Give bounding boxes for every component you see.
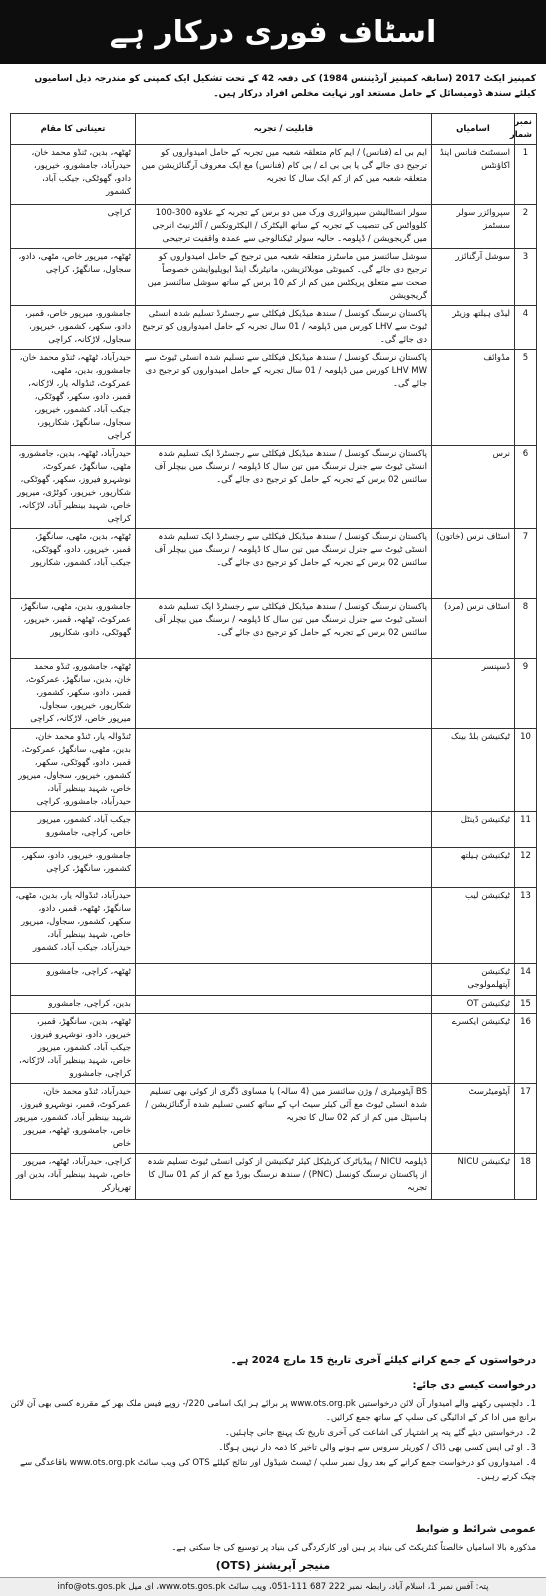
cell-post: اسٹاف نرس (مرد): [432, 599, 515, 659]
cell-number: 17: [515, 1084, 537, 1154]
cell-post: لیڈی ہیلتھ وزیٹر: [432, 306, 515, 350]
deadline-notice: درخواستوں کے جمع کرانے کیلئے آخری تاریخ 15 مارچ 2024 ہے۔: [230, 1355, 536, 1366]
cell-qualification: ڈپلومہ NICU / پیڈیاٹرک کریٹیکل کیئر ٹیکنیشن از کوئی انسٹی ٹیوٹ تسلیم شدہ از پاکستان نرسنگ کونسل (PNC) / سندھ نرسنگ بورڈ مع کم از کم 01 سال کا تجربہ: [136, 1154, 432, 1200]
header-location: تعیناتی کا مقام: [11, 114, 136, 145]
cell-post: ٹیکنیشن OT: [432, 996, 515, 1014]
cell-post: آپٹومیٹرسٹ: [432, 1084, 515, 1154]
table-row: [11, 599, 537, 659]
vacancies-table: [10, 113, 537, 1200]
table-header-row: [11, 114, 537, 145]
table-row: [11, 729, 537, 812]
cell-location: ٹھٹھہ، جامشورو، ٹنڈو محمد خان، بدین، سانگھڑ، عمرکوٹ، قمبر، دادو، سکھر، کشمور، شکارپور، خیرپور، سجاول، میرپور خاص، لاڑکانہ، کراچی: [11, 659, 136, 729]
cell-qualification: پاکستان نرسنگ کونسل / سندھ میڈیکل فیکلٹی سے رجسٹرڈ تسلیم شدہ انسٹی ٹیوٹ سے LHV کورس میں ڈپلومہ / 01 سال تجربہ کے حامل امیدواروں کو ترجیح دی جائے گی۔: [136, 306, 432, 350]
step-item: 1۔ دلچسپی رکھنے والے امیدوار آن لائن درخواستیں www.ots.org.pk پر برائے ہر ایک اسامی 220/- روپے فیس ملک بھر کے مقررہ کسی بھی آن لائن برانچ میں ادا کر کے ادائیگی کی سلپ کے ساتھ جمع کرائیں۔: [10, 1399, 536, 1423]
header-post: اسامیاں: [432, 114, 515, 145]
cell-qualification: BS آپٹومیٹری / وژن سائنسز میں (4 سالہ) یا مساوی ڈگری از کوئی بھی تسلیم شدہ انسٹی ٹیوٹ مع آئی کیئر سیٹ اپ کے ساتھ کسی تسلیم شدہ آرگنائزیشن / ہاسپٹل میں کم از کم 02 سال کا تجربہ: [136, 1084, 432, 1154]
cell-post: ٹیکنیشن ایکسرے: [432, 1014, 515, 1084]
cell-post: ٹیکنیشن لیب: [432, 888, 515, 964]
table-row: [11, 205, 537, 249]
cell-qualification: پاکستان نرسنگ کونسل / سندھ میڈیکل فیکلٹی سے تسلیم شدہ انسٹی ٹیوٹ سے LHV MW کورس میں ڈپلومہ / 01 سال تجربہ کے حامل امیدواروں کو ترجیح دی جائے گی۔: [136, 350, 432, 446]
cell-number: 3: [515, 249, 537, 306]
cell-number: 11: [515, 812, 537, 848]
table-row: [11, 306, 537, 350]
table-row: [11, 1084, 537, 1154]
header-number: نمبر شمار: [515, 114, 537, 145]
footer-contact: پتہ: آفس نمبر 1، اسلام آباد، رابطہ نمبر 222 687 111-051، ویب سائٹ www.ots.gos.pk، ای میل info@ots.gos.pk: [0, 1577, 546, 1596]
cell-number: 14: [515, 964, 537, 996]
step-item: 4۔ امیدواروں کو درخواست جمع کرانے کے بعد رول نمبر سلپ / ٹیسٹ شیڈول اور نتائج کیلئے OTS کی ویب سائٹ www.ots.org.pk باقاعدگی سے چیک کرتے رہیں۔: [19, 1458, 536, 1482]
cell-location: جیکب آباد، کشمور، میرپور خاص، کراچی، جامشورو: [11, 812, 136, 848]
cell-qualification: [136, 812, 432, 848]
table-row: [11, 446, 537, 529]
cell-location: ٹھٹھہ، بدین، مٹھی، سانگھڑ، قمبر، خیرپور، دادو، گھوٹکی، جیکب آباد، کشمور، شکارپور: [11, 529, 136, 599]
cell-number: 6: [515, 446, 537, 529]
table-row: [11, 848, 537, 888]
how-to-apply-heading: درخواست کیسے دی جائے:: [412, 1380, 536, 1391]
how-to-apply-steps: [10, 1397, 536, 1485]
table-row: [11, 529, 537, 599]
cell-qualification: [136, 964, 432, 996]
cell-post: سپروائزر سولر سسٹمز: [432, 205, 515, 249]
cell-number: 5: [515, 350, 537, 446]
cell-qualification: [136, 888, 432, 964]
cell-number: 15: [515, 996, 537, 1014]
cell-qualification: [136, 996, 432, 1014]
table-row: [11, 350, 537, 446]
cell-location: جامشورو، بدین، مٹھی، سانگھڑ، عمرکوٹ، ٹھٹھہ، قمبر، خیرپور، گھوٹکی، دادو، شکارپور: [11, 599, 136, 659]
page-title: اسٹاف فوری درکار ہے: [109, 14, 437, 50]
cell-qualification: پاکستان نرسنگ کونسل / سندھ میڈیکل فیکلٹی سے رجسٹرڈ ایک تسلیم شدہ انسٹی ٹیوٹ سے جنرل نرسنگ میں تین سال کا ڈپلومہ / نرسنگ میں بیچلر آف سائنس 02 برس کے تجربہ کے حامل کو ترجیح دی جائے گی۔: [136, 446, 432, 529]
table-row: [11, 996, 537, 1014]
cell-number: 10: [515, 729, 537, 812]
cell-location: ٹھٹھہ، بدین، ٹنڈو محمد خان، حیدرآباد، جامشورو، خیرپور، دادو، گھوٹکی، جیکب آباد، کشمور: [11, 145, 136, 205]
cell-location: بدین، کراچی، جامشورو: [11, 996, 136, 1014]
cell-post: اسسٹنٹ فنانس اینڈ اکاؤنٹس: [432, 145, 515, 205]
cell-number: 12: [515, 848, 537, 888]
table-row: [11, 659, 537, 729]
signature-line: منیجر آپریشنز (OTS): [215, 1559, 331, 1572]
cell-post: ٹیکنیشن NICU: [432, 1154, 515, 1200]
cell-post: سوشل آرگنائزر: [432, 249, 515, 306]
cell-location: کراچی: [11, 205, 136, 249]
cell-post: ٹیکنیشن آپتھلمولوجی: [432, 964, 515, 996]
cell-post: ٹیکنیشن ڈینٹل: [432, 812, 515, 848]
cell-number: 7: [515, 529, 537, 599]
table-row: [11, 964, 537, 996]
cell-location: ٹھٹھہ، کراچی، جامشورو: [11, 964, 136, 996]
cell-location: ٹنڈوالہ یار، ٹنڈو محمد خان، بدین، مٹھی، سانگھڑ، عمرکوٹ، قمبر، دادو، گھوٹکی، سکھر، کشمور، خیرپور، سجاول، میرپور خاص، شہید بینظیر آباد، حیدرآباد، جامشورو، کراچی: [11, 729, 136, 812]
terms-heading: عمومی شرائط و ضوابط: [415, 1524, 536, 1535]
cell-location: حیدرآباد، ٹھٹھہ، بدین، جامشورو، مٹھی، سانگھڑ، عمرکوٹ، نوشہرو فیروز، سکھر، گھوٹکی، شکارپور، خیرپور، کوٹڑی، میرپور خاص، شہید بینظیر آباد، لاڑکانہ، کراچی: [11, 446, 136, 529]
cell-post: ٹیکنیشن بلڈ بینک: [432, 729, 515, 812]
cell-post: ڈسپنسر: [432, 659, 515, 729]
cell-number: 9: [515, 659, 537, 729]
cell-qualification: سولر انسٹالیشن سپروائزری ورک میں دو برس کے تجربہ کے علاوہ 300-100 کلوواٹس کی تنصیب کے تجربہ کے ساتھ الیکٹرک / الیکٹرونکس / آلٹرنیٹ انرجی میں گریجویشن / ڈپلومہ۔ حالیہ سولر ٹیکنالوجی سے عمدہ واقفیت ترجیحی: [136, 205, 432, 249]
cell-location: کراچی، حیدرآباد، ٹھٹھہ، میرپور خاص، شہید بینظیر آباد، بدین اور تھرپارکر: [11, 1154, 136, 1200]
cell-number: 13: [515, 888, 537, 964]
cell-number: 4: [515, 306, 537, 350]
cell-location: ٹھٹھہ، میرپور خاص، مٹھی، دادو، سجاول، سانگھڑ، کراچی: [11, 249, 136, 306]
cell-qualification: پاکستان نرسنگ کونسل / سندھ میڈیکل فیکلٹی سے رجسٹرڈ ایک تسلیم شدہ انسٹی ٹیوٹ سے جنرل نرسنگ میں تین سال کا ڈپلومہ / نرسنگ میں بیچلر آف سائنس 02 برس کے تجربہ کے حامل کو ترجیح دی جائے گی۔: [136, 599, 432, 659]
cell-post: اسٹاف نرس (خاتون): [432, 529, 515, 599]
cell-qualification: [136, 659, 432, 729]
cell-location: حیدرآباد، ٹنڈوالہ یار، بدین، مٹھی، سانگھڑ، ٹھٹھہ، قمبر، دادو، سکھر، کشمور، سجاول، میرپور خاص، شہید بینظیر آباد، حیدرآباد، جیکب آباد، کشمور: [11, 888, 136, 964]
table-row: [11, 888, 537, 964]
cell-number: 18: [515, 1154, 537, 1200]
cell-number: 8: [515, 599, 537, 659]
cell-location: جامشورو، میرپور خاص، قمبر، دادو، سکھر، کشمور، خیرپور، سجاول، لاڑکانہ، کراچی: [11, 306, 136, 350]
cell-number: 1: [515, 145, 537, 205]
cell-location: جامشورو، خیرپور، دادو، سکھر، کشمور، سانگھڑ، کراچی: [11, 848, 136, 888]
title-banner: [0, 0, 546, 64]
cell-number: 2: [515, 205, 537, 249]
table-row: [11, 249, 537, 306]
cell-location: ٹھٹھہ، بدین، سانگھڑ، قمبر، خیرپور، دادو، نوشہرو فیروز، جیکب آباد، کشمور، میرپور خاص، شہید بینظیر آباد، لاڑکانہ، کراچی، جامشورو: [11, 1014, 136, 1084]
cell-qualification: [136, 729, 432, 812]
cell-qualification: سوشل سائنسز میں ماسٹرز متعلقہ شعبہ میں ترجیح کے حامل امیدواروں کو ترجیح دی جائے گی۔ کمیونٹی موبلائزیشن، مانیٹرنگ اینڈ ایویلیوایشن خصوصاً صحت سے متعلق پریکٹس میں کم از کم 10 برس کے ساتھ سوشل سائنسز میں گریجویشن: [136, 249, 432, 306]
terms-text: مذکورہ بالا اسامیاں خالصتاً کنٹریکٹ کی بنیاد پر ہیں اور کارکردگی کی بنیاد پر توسیع کی جا سکتی ہے۔: [171, 1543, 536, 1553]
cell-post: نرس: [432, 446, 515, 529]
cell-qualification: پاکستان نرسنگ کونسل / سندھ میڈیکل فیکلٹی سے رجسٹرڈ ایک تسلیم شدہ انسٹی ٹیوٹ سے جنرل نرسنگ میں تین سال کا ڈپلومہ / نرسنگ میں بیچلر آف سائنس 02 برس کے تجربہ کے حامل کو ترجیح دی جائے گی۔: [136, 529, 432, 599]
cell-number: 16: [515, 1014, 537, 1084]
cell-location: حیدرآباد، ٹنڈو محمد خان، عمرکوٹ، قمبر، نوشہرو فیروز، شہید بینظیر آباد، کشمور، میرپور خاص، جامشورو، ٹھٹھہ، میرپور خاص: [11, 1084, 136, 1154]
table-row: [11, 1014, 537, 1084]
cell-qualification: [136, 848, 432, 888]
cell-qualification: [136, 1014, 432, 1084]
cell-qualification: ایم بی اے (فنانس) / ایم کام متعلقہ شعبہ میں تجربہ کے حامل امیدواروں کو ترجیح دی جائے گی یا بی بی اے / بی کام (فنانس) مع ایک معروف آرگنائزیشن میں متعلقہ شعبہ میں کم از کم ایک سال کا تجربہ: [136, 145, 432, 205]
table-row: [11, 145, 537, 205]
cell-location: حیدرآباد، ٹھٹھہ، ٹنڈو محمد خان، جامشورو، بدین، مٹھی، عمرکوٹ، ٹنڈوالہ یار، لاڑکانہ، قمبر، دادو، سکھر، گھوٹکی، جیکب آباد، کشمور، خیرپور، سجاول، سانگھڑ، شکارپور، کراچی: [11, 350, 136, 446]
step-item: 2۔ درخواستیں دیئے گئے پتہ پر اشتہار کی اشاعت کی آخری تاریخ تک پہنچ جانی چاہئیں۔: [224, 1428, 536, 1438]
table-row: [11, 812, 537, 848]
header-qualification: قابلیت / تجربہ: [136, 114, 432, 145]
table-row: [11, 1154, 537, 1200]
cell-post: مڈوائف: [432, 350, 515, 446]
cell-post: ٹیکنیشن ہیلتھ: [432, 848, 515, 888]
step-item: 3۔ او ٹی ایس کسی بھی ڈاک / کوریئر سروس سے ہونے والی تاخیر کا ذمہ دار نہیں ہوگا۔: [218, 1443, 536, 1453]
intro-paragraph: کمپنیز ایکٹ 2017 (سابقہ کمپنیز آرڈیننس 1984) کی دفعہ 42 کے تحت تشکیل ایک کمپنی کو مندرجہ ذیل اسامیوں کیلئے سندھ ڈومیسائل کے حامل مستعد اور نہایت مخلص افراد درکار ہیں۔: [34, 74, 536, 99]
